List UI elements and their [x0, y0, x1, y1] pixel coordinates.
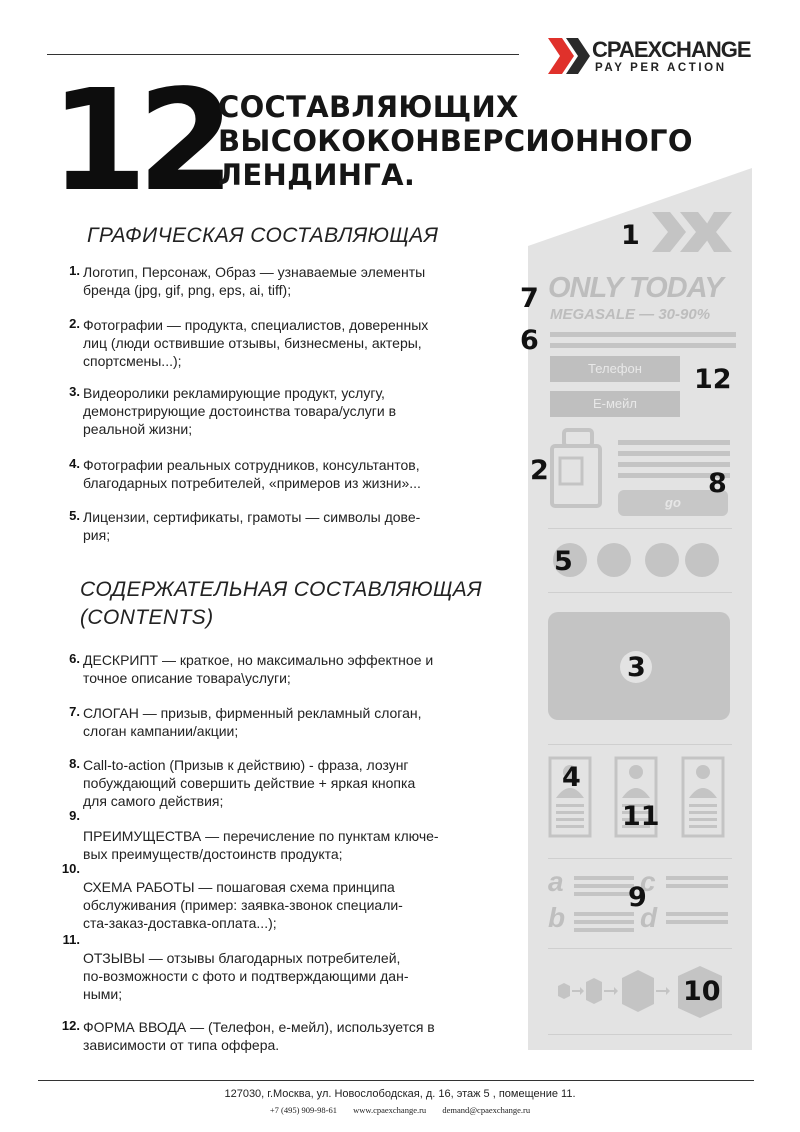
marker-12: 12: [694, 364, 732, 395]
item-text: Фотографии — продукта, специалистов, доверенных лиц (люди оствившие отзывы, бизнесмены, актеры, спортсмены...);: [83, 317, 429, 369]
abcd-letter: b: [548, 902, 566, 933]
marker-3: 3: [627, 652, 646, 683]
item-number: 3.: [69, 384, 80, 399]
footer-address: 127030, г.Москва, ул. Новослободская, д. 16, этаж 5 , помещение 11.: [224, 1088, 576, 1100]
item-number: 1.: [69, 263, 80, 278]
item-number: 9.: [69, 808, 80, 823]
marker-2: 2: [530, 455, 549, 486]
section-title-graphic: ГРАФИЧЕСКАЯ СОСТАВЛЯЮЩАЯ: [87, 224, 439, 247]
item-number: 10.: [61, 861, 80, 876]
landing-mockup: [520, 168, 752, 1050]
marker-6: 6: [520, 325, 539, 356]
footer-site-link[interactable]: www.cpaexchange.ru: [353, 1105, 427, 1115]
marker-5: 5: [554, 546, 573, 577]
footer-email-link[interactable]: demand@cpaexchange.ru: [442, 1105, 531, 1115]
footer-divider: [38, 1080, 754, 1081]
marker-8: 8: [708, 468, 727, 499]
section-title-contents: СОДЕРЖАТЕЛЬНАЯ СОСТАВЛЯЮЩАЯ (CONTENTS): [80, 578, 482, 629]
item-text: ДЕСКРИПТ — краткое, но максимально эффектное и точное описание товара\услуги;: [83, 652, 434, 686]
go-button[interactable]: go: [618, 490, 728, 516]
item-number: 2.: [69, 316, 80, 331]
abcd-letter: a: [548, 866, 564, 897]
footer-phone[interactable]: +7 (495) 909-98-61: [269, 1105, 337, 1115]
marker-11: 11: [622, 801, 660, 832]
marker-4: 4: [562, 762, 581, 793]
abcd-letter: c: [640, 866, 656, 897]
logo-mark-icon: [548, 38, 592, 74]
brand-name: CPAEXCHANGE: [592, 37, 751, 62]
promo-subheading: MEGASALE — 30-90%: [550, 306, 711, 323]
promo-heading: ONLY TODAY: [548, 272, 723, 304]
item-text: Логотип, Персонаж, Образ — узнаваемые элементы бренда (jpg, gif, png, eps, ai, tiff);: [83, 264, 426, 298]
abcd-letter: d: [640, 902, 658, 933]
item-number: 7.: [69, 704, 80, 719]
marker-7: 7: [520, 283, 539, 314]
item-text: Call-to-action (Призыв к действию) - фраза, лозунг побуждающий совершить действие + яркая кнопка для самого действия;: [83, 757, 416, 809]
footer-contacts: [0, 1105, 800, 1115]
top-divider: [47, 54, 519, 55]
marker-10: 10: [683, 976, 721, 1007]
title-line: СОСТАВЛЯЮЩИХ: [218, 90, 519, 124]
item-text: ПРЕИМУЩЕСТВА — перечисление по пунктам ключе- вых преимуществ/достоинств продукта;: [83, 828, 439, 862]
title-line: ВЫСОКОКОНВЕРСИОННОГО: [218, 124, 693, 158]
brand-tagline: PAY PER ACTION: [595, 62, 727, 74]
item-text: ОТЗЫВЫ — отзывы благодарных потребителей, по-возможности с фото и подтверждающими дан- ными;: [83, 950, 409, 1002]
item-text: СЛОГАН — призыв, фирменный рекламный слоган, слоган кампании/акции;: [83, 705, 422, 739]
item-text: Видеоролики рекламирующие продукт, услугу, демонстрирующие достоинства товара/услуги в реальной жизни;: [83, 385, 397, 437]
item-number: 8.: [69, 756, 80, 771]
item-number: 4.: [69, 456, 80, 471]
title-line: ЛЕНДИНГА.: [218, 158, 416, 192]
email-field[interactable]: E-мейл: [550, 391, 680, 417]
item-number: 5.: [69, 508, 80, 523]
item-number: 12.: [61, 1018, 80, 1033]
item-number: 11.: [62, 932, 80, 947]
phone-field[interactable]: Телефон: [550, 356, 680, 382]
brand-logo[interactable]: [548, 37, 751, 76]
marker-9: 9: [628, 882, 647, 913]
item-text: Фотографии реальных сотрудников, консультантов, благодарных потребителей, «примеров из жизни»...: [83, 457, 421, 491]
item-number: 6.: [69, 651, 80, 666]
item-text: СХЕМА РАБОТЫ — пошаговая схема принципа обслуживания (пример: заявка-звонок специали- ста-заказ-доставка-оплата...);: [83, 879, 403, 931]
headline-number: 12: [50, 60, 225, 223]
item-text: ФОРМА ВВОДА — (Телефон, е-мейл), используется в зависимости от типа оффера.: [83, 1019, 435, 1053]
item-text: Лицензии, сертификаты, грамоты — символы дове- рия;: [83, 509, 421, 543]
marker-1: 1: [621, 220, 640, 251]
